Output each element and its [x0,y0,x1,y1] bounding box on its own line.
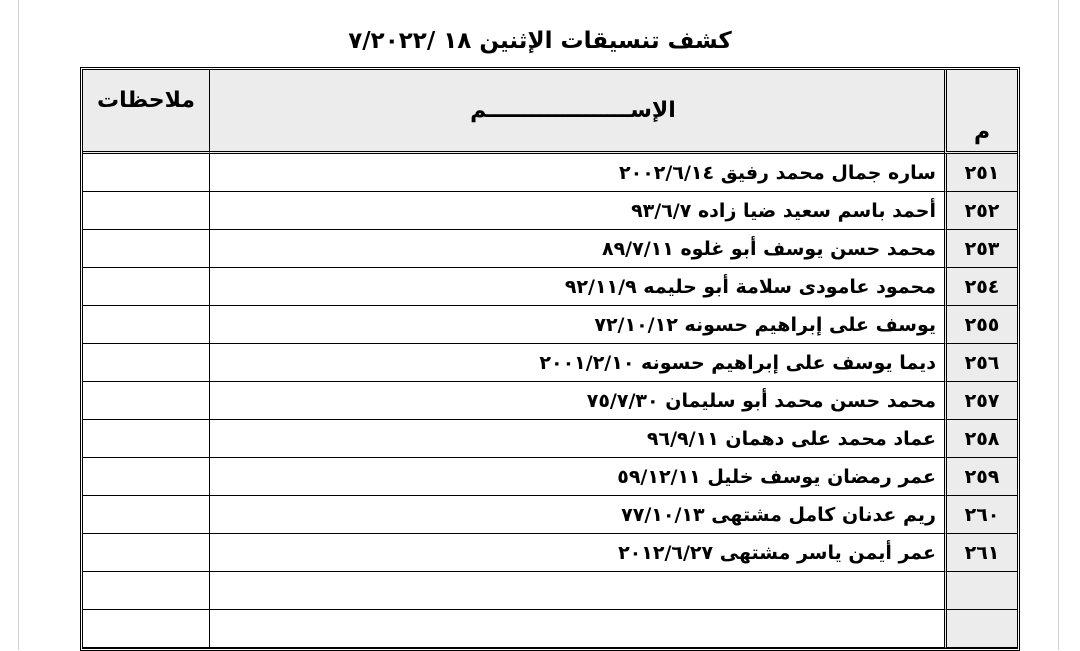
table-row [83,610,1017,648]
row-number: ٢٦١ [944,534,1017,572]
table-row [83,572,1017,610]
table-row [83,268,1017,306]
row-notes [83,534,209,572]
row-notes [83,420,209,458]
row-name: ساره جمال محمد رفيق ٢٠٠٢/٦/١٤ [209,154,944,192]
row-name: محمد حسن يوسف أبو غلوه ٨٩/٧/١١ [209,230,944,268]
table-row [83,458,1017,496]
row-name [209,610,944,648]
table-row [83,420,1017,458]
row-notes [83,610,209,648]
row-number: ٢٥٥ [944,306,1017,344]
row-notes [83,306,209,344]
row-notes [83,382,209,420]
row-name: عمر أيمن ياسر مشتهى ٢٠١٢/٦/٢٧ [209,534,944,572]
row-number: ٢٦٠ [944,496,1017,534]
row-name: محمد حسن محمد أبو سليمان ٧٥/٧/٣٠ [209,382,944,420]
row-notes [83,154,209,192]
row-name: ديما يوسف على إبراهيم حسونه ٢٠٠١/٢/١٠ [209,344,944,382]
row-number: ٢٥٧ [944,382,1017,420]
row-number: ٢٥٩ [944,458,1017,496]
table-row [83,534,1017,572]
header-name: الإســـــــــــــــــــم [209,70,944,154]
table-row [83,344,1017,382]
row-notes [83,496,209,534]
row-name: يوسف على إبراهيم حسونه ٧٢/١٠/١٢ [209,306,944,344]
header-number: م [944,70,1017,154]
table-row [83,154,1017,192]
row-number: ٢٥٢ [944,192,1017,230]
row-notes [83,230,209,268]
row-notes [83,268,209,306]
row-notes [83,458,209,496]
table-row [83,230,1017,268]
row-number: ٢٥١ [944,154,1017,192]
row-number: ٢٥٦ [944,344,1017,382]
row-notes [83,192,209,230]
row-notes [83,572,209,610]
row-number [944,572,1017,610]
header-notes: ملاحظات [83,70,209,154]
row-number: ٢٥٤ [944,268,1017,306]
table-header-row [83,70,1017,154]
table-row [83,382,1017,420]
row-name: عماد محمد على دهمان ٩٦/٩/١١ [209,420,944,458]
row-name [209,572,944,610]
page-edge-right [1058,0,1059,650]
table-row [83,306,1017,344]
row-name: أحمد باسم سعيد ضيا زاده ٩٣/٦/٧ [209,192,944,230]
row-number: ٢٥٨ [944,420,1017,458]
row-name: محمود عامودى سلامة أبو حليمه ٩٢/١١/٩ [209,268,944,306]
row-number: ٢٥٣ [944,230,1017,268]
names-table [80,67,1020,651]
table-row [83,192,1017,230]
page-edge-left [18,0,19,650]
row-notes [83,344,209,382]
row-number [944,610,1017,648]
document-title: كشف تنسيقات الإثنين ١٨ /٧/٢٠٢٢ [348,28,732,54]
row-name: عمر رمضان يوسف خليل ٥٩/١٢/١١ [209,458,944,496]
table-row [83,496,1017,534]
row-name: ريم عدنان كامل مشتهى ٧٧/١٠/١٣ [209,496,944,534]
